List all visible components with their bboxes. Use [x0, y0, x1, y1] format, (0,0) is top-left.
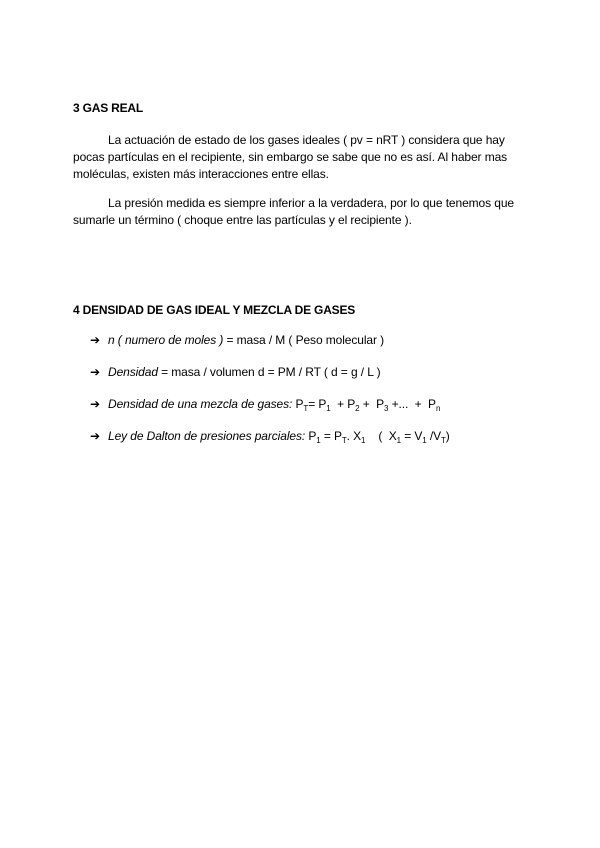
paragraph-line: La presión medida es siempre inferior a la verdadera, por lo que tenemos que: [108, 196, 514, 210]
bullet-densidad: [90, 365, 380, 379]
arrow-bullet-icon: ➔: [90, 333, 100, 347]
paragraph-line: moléculas, existen más interacciones entre ellas.: [73, 167, 329, 181]
arrow-bullet-icon: ➔: [90, 365, 100, 379]
bullet-moles: [90, 333, 384, 347]
paragraph-line: sumarle un término ( choque entre las partículas y el recipiente ).: [73, 213, 412, 227]
bullet-term: Ley de Dalton de presiones parciales:: [108, 429, 306, 443]
section-heading-gas-real: 3 GAS REAL: [73, 101, 144, 115]
paragraph-gas-real-1: [73, 132, 533, 183]
bullet-term: n ( numero de moles ): [108, 333, 224, 347]
bullet-term: Densidad de una mezcla de gases:: [108, 397, 293, 411]
bullet-mezcla: [90, 397, 440, 411]
arrow-bullet-icon: ➔: [90, 397, 100, 411]
bullet-dalton: [90, 429, 450, 443]
formula-mezcla: $P_T= P_1 + P_2 + P_3$ +... + $P_n$: [295, 397, 441, 413]
paragraph-gas-real-2: [73, 195, 533, 229]
bullet-text: = masa / M ( Peso molecular ): [223, 333, 384, 347]
paragraph-line: pocas partículas en el recipiente, sin embargo se sabe que no es así. Al haber mas: [73, 150, 508, 164]
arrow-bullet-icon: ➔: [90, 429, 100, 443]
paragraph-line: La actuación de estado de los gases ideales ( pv = nRT ) considera que hay: [108, 133, 505, 147]
formula-dalton: $P_1 = P_T$. $X_1$ ( $X_1 = V_1$ $/V_T$): [305, 429, 450, 445]
bullet-text: = masa / volumen d = PM / RT ( d = g / L ): [157, 365, 381, 379]
bullet-term: Densidad: [108, 365, 158, 379]
section-heading-densidad: 4 DENSIDAD DE GAS IDEAL Y MEZCLA DE GASES: [73, 303, 356, 317]
